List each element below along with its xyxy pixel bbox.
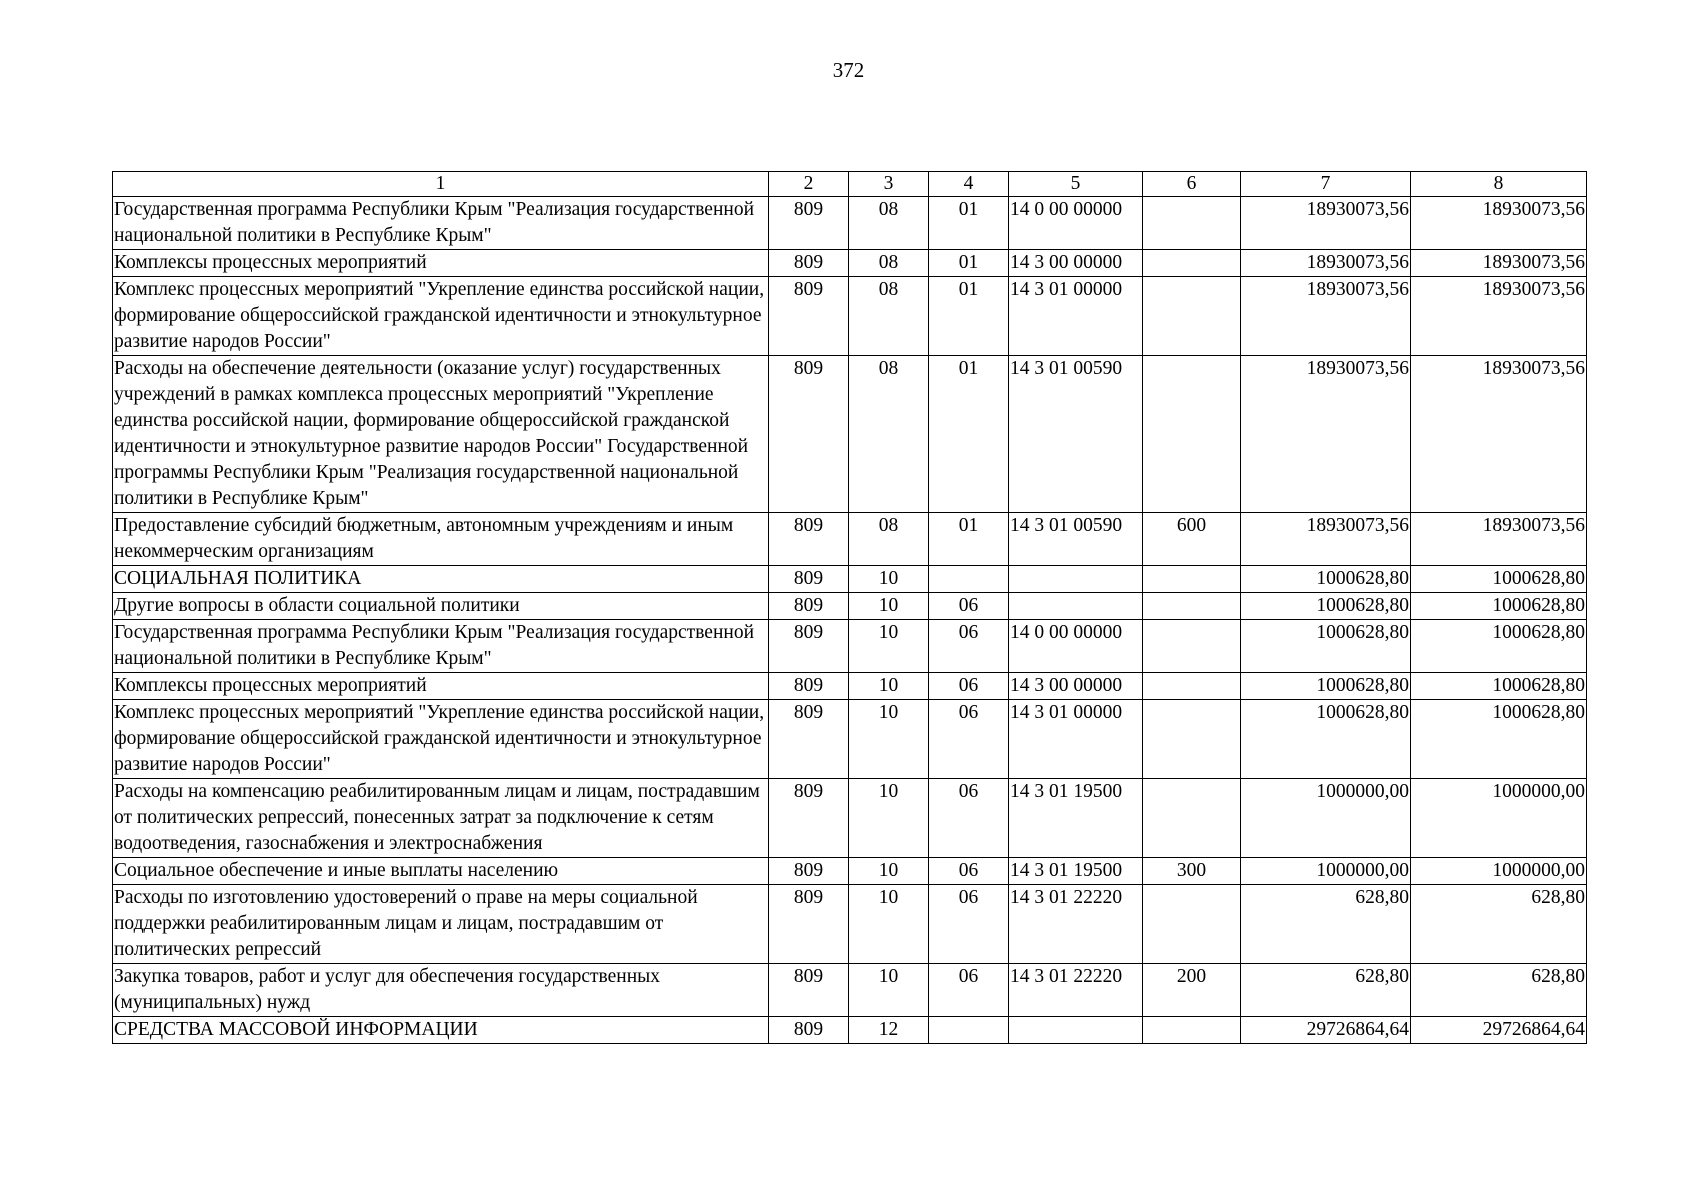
target-article-cell: [1009, 1017, 1143, 1044]
expense-type-cell: [1143, 1017, 1241, 1044]
amount-year1-cell: [1241, 620, 1411, 673]
section-code-cell: 10: [849, 566, 929, 593]
subsection-code-cell: 06: [929, 593, 1009, 620]
target-article-cell: 14 3 01 00000: [1009, 277, 1143, 356]
target-article-cell: 14 3 01 22220: [1009, 964, 1143, 1017]
table-body: [113, 197, 1587, 1044]
section-code-cell: 08: [849, 277, 929, 356]
target-article-cell: 14 3 00 00000: [1009, 673, 1143, 700]
item-name-cell: Расходы на обеспечение деятельности (оказание услуг) государственных учреждений в рамках комплекса процессных мероприятий "Укрепление единства российской нации, формирование общероссийской гражданской идентичности и этнокультурное развитие народов России" Государственной программы Республики Крым "Реализация государственной национальной политики в Республике Крым": [113, 356, 769, 513]
target-article-cell: 14 3 00 00000: [1009, 250, 1143, 277]
amount-value: 628,80: [1355, 887, 1409, 908]
table-row: [113, 250, 1587, 277]
section-code-cell: 10: [849, 858, 929, 885]
subsection-code-cell: 01: [929, 250, 1009, 277]
amount-value: 18930073,56: [1482, 358, 1585, 379]
expense-type-cell: [1143, 356, 1241, 513]
target-article-cell: 14 3 01 19500: [1009, 779, 1143, 858]
amount-year1-cell: [1241, 700, 1411, 779]
amount-value: 1000628,80: [1492, 675, 1585, 696]
amount-year1-cell: [1241, 593, 1411, 620]
item-name-cell: Расходы по изготовлению удостоверений о праве на меры социальной поддержки реабилитированным лицам и лицам, пострадавшим от политических репрессий: [113, 885, 769, 964]
section-code-cell: 10: [849, 620, 929, 673]
subsection-code-cell: 01: [929, 356, 1009, 513]
amount-year2-cell: [1411, 513, 1587, 566]
target-article-cell: [1009, 593, 1143, 620]
target-article-cell: 14 3 01 22220: [1009, 885, 1143, 964]
item-name-cell: СРЕДСТВА МАССОВОЙ ИНФОРМАЦИИ: [113, 1017, 769, 1044]
expense-type-cell: [1143, 277, 1241, 356]
item-name-cell: Расходы на компенсацию реабилитированным лицам и лицам, пострадавшим от политических репрессий, понесенных затрат за подключение к сетям водоотведения, газоснабжения и электроснабжения: [113, 779, 769, 858]
item-name-cell: Комплексы процессных мероприятий: [113, 673, 769, 700]
subsection-code-cell: 06: [929, 858, 1009, 885]
target-article-cell: 14 3 01 00000: [1009, 700, 1143, 779]
amount-value: 18930073,56: [1482, 279, 1585, 300]
amount-value: 18930073,56: [1306, 358, 1409, 379]
amount-year1-cell: [1241, 964, 1411, 1017]
header-cell: 5: [1009, 172, 1143, 197]
table-row: [113, 885, 1587, 964]
section-code-cell: 08: [849, 356, 929, 513]
ministry-code-cell: 809: [769, 356, 849, 513]
section-code-cell: 10: [849, 885, 929, 964]
table-header: [113, 172, 1587, 197]
amount-value: 1000628,80: [1492, 595, 1585, 616]
budget-table: [112, 171, 1587, 1044]
ministry-code-cell: 809: [769, 197, 849, 250]
expense-type-cell: 300: [1143, 858, 1241, 885]
item-name-cell: Предоставление субсидий бюджетным, автономным учреждениям и иным некоммерческим организациям: [113, 513, 769, 566]
amount-value: 1000000,00: [1492, 781, 1585, 802]
item-name-cell: СОЦИАЛЬНАЯ ПОЛИТИКА: [113, 566, 769, 593]
table-row: [113, 566, 1587, 593]
amount-value: 628,80: [1531, 966, 1585, 987]
amount-year2-cell: [1411, 858, 1587, 885]
section-code-cell: 08: [849, 513, 929, 566]
amount-year2-cell: [1411, 250, 1587, 277]
header-cell: 8: [1411, 172, 1587, 197]
amount-year1-cell: [1241, 673, 1411, 700]
amount-value: 29726864,64: [1482, 1019, 1585, 1040]
header-cell: 1: [113, 172, 769, 197]
amount-year2-cell: [1411, 356, 1587, 513]
amount-value: 1000628,80: [1492, 702, 1585, 723]
section-code-cell: 10: [849, 964, 929, 1017]
target-article-cell: 14 3 01 00590: [1009, 513, 1143, 566]
item-name-cell: Социальное обеспечение и иные выплаты населению: [113, 858, 769, 885]
expense-type-cell: 600: [1143, 513, 1241, 566]
amount-year1-cell: [1241, 513, 1411, 566]
target-article-cell: 14 0 00 00000: [1009, 620, 1143, 673]
amount-year2-cell: [1411, 277, 1587, 356]
amount-value: 18930073,56: [1482, 252, 1585, 273]
amount-year2-cell: [1411, 566, 1587, 593]
subsection-code-cell: 06: [929, 885, 1009, 964]
header-cell: 2: [769, 172, 849, 197]
amount-value: 1000000,00: [1492, 860, 1585, 881]
amount-value: 18930073,56: [1306, 515, 1409, 536]
amount-value: 18930073,56: [1306, 252, 1409, 273]
target-article-cell: 14 0 00 00000: [1009, 197, 1143, 250]
subsection-code-cell: 01: [929, 197, 1009, 250]
table-row: [113, 513, 1587, 566]
table-row: [113, 356, 1587, 513]
item-name-cell: Государственная программа Республики Крым "Реализация государственной национальной политики в Республике Крым": [113, 620, 769, 673]
amount-year1-cell: [1241, 779, 1411, 858]
page-number: 372: [832, 58, 865, 82]
subsection-code-cell: 06: [929, 779, 1009, 858]
section-code-cell: 10: [849, 673, 929, 700]
amount-value: 1000628,80: [1316, 595, 1409, 616]
amount-value: 18930073,56: [1306, 279, 1409, 300]
amount-year2-cell: [1411, 620, 1587, 673]
amount-year1-cell: [1241, 858, 1411, 885]
ministry-code-cell: 809: [769, 566, 849, 593]
amount-value: 628,80: [1531, 887, 1585, 908]
table-row: [113, 700, 1587, 779]
expense-type-cell: [1143, 250, 1241, 277]
subsection-code-cell: [929, 566, 1009, 593]
target-article-cell: 14 3 01 19500: [1009, 858, 1143, 885]
table-row: [113, 620, 1587, 673]
subsection-code-cell: [929, 1017, 1009, 1044]
target-article-cell: 14 3 01 00590: [1009, 356, 1143, 513]
amount-year1-cell: [1241, 356, 1411, 513]
section-code-cell: 10: [849, 700, 929, 779]
ministry-code-cell: 809: [769, 858, 849, 885]
amount-year1-cell: [1241, 277, 1411, 356]
ministry-code-cell: 809: [769, 593, 849, 620]
amount-value: 628,80: [1355, 966, 1409, 987]
amount-year2-cell: [1411, 593, 1587, 620]
table-row: [113, 964, 1587, 1017]
section-code-cell: 08: [849, 197, 929, 250]
table-row: [113, 858, 1587, 885]
section-code-cell: 12: [849, 1017, 929, 1044]
expense-type-cell: [1143, 779, 1241, 858]
amount-year2-cell: [1411, 885, 1587, 964]
section-code-cell: 08: [849, 250, 929, 277]
ministry-code-cell: 809: [769, 513, 849, 566]
expense-type-cell: [1143, 620, 1241, 673]
table-row: [113, 673, 1587, 700]
expense-type-cell: [1143, 885, 1241, 964]
header-cell: 6: [1143, 172, 1241, 197]
ministry-code-cell: 809: [769, 250, 849, 277]
ministry-code-cell: 809: [769, 673, 849, 700]
ministry-code-cell: 809: [769, 885, 849, 964]
ministry-code-cell: 809: [769, 964, 849, 1017]
section-code-cell: 10: [849, 593, 929, 620]
item-name-cell: Другие вопросы в области социальной политики: [113, 593, 769, 620]
item-name-cell: Комплекс процессных мероприятий "Укрепление единства российской нации, формирование общероссийской гражданской идентичности и этнокультурное развитие народов России": [113, 700, 769, 779]
item-name-cell: Комплексы процессных мероприятий: [113, 250, 769, 277]
subsection-code-cell: 01: [929, 277, 1009, 356]
header-cell: 4: [929, 172, 1009, 197]
ministry-code-cell: 809: [769, 277, 849, 356]
table-row: [113, 277, 1587, 356]
amount-year2-cell: [1411, 700, 1587, 779]
table-row: [113, 593, 1587, 620]
amount-year1-cell: [1241, 566, 1411, 593]
amount-year1-cell: [1241, 885, 1411, 964]
amount-year1-cell: [1241, 1017, 1411, 1044]
ministry-code-cell: 809: [769, 620, 849, 673]
item-name-cell: Комплекс процессных мероприятий "Укрепление единства российской нации, формирование общероссийской гражданской идентичности и этнокультурное развитие народов России": [113, 277, 769, 356]
section-code-cell: 10: [849, 779, 929, 858]
subsection-code-cell: 01: [929, 513, 1009, 566]
expense-type-cell: 200: [1143, 964, 1241, 1017]
amount-year2-cell: [1411, 197, 1587, 250]
amount-value: 1000628,80: [1492, 568, 1585, 589]
amount-value: 18930073,56: [1306, 199, 1409, 220]
amount-value: 1000628,80: [1316, 675, 1409, 696]
table-row: [113, 197, 1587, 250]
header-row: [113, 172, 1587, 197]
amount-value: 1000628,80: [1316, 568, 1409, 589]
subsection-code-cell: 06: [929, 964, 1009, 1017]
amount-value: 1000628,80: [1492, 622, 1585, 643]
item-name-cell: Закупка товаров, работ и услуг для обеспечения государственных (муниципальных) нужд: [113, 964, 769, 1017]
expense-type-cell: [1143, 700, 1241, 779]
target-article-cell: [1009, 566, 1143, 593]
amount-value: 18930073,56: [1482, 515, 1585, 536]
header-cell: 3: [849, 172, 929, 197]
ministry-code-cell: 809: [769, 779, 849, 858]
subsection-code-cell: 06: [929, 673, 1009, 700]
item-name-cell: Государственная программа Республики Крым "Реализация государственной национальной политики в Республике Крым": [113, 197, 769, 250]
expense-type-cell: [1143, 593, 1241, 620]
subsection-code-cell: 06: [929, 700, 1009, 779]
table-row: [113, 1017, 1587, 1044]
amount-value: 1000628,80: [1316, 622, 1409, 643]
ministry-code-cell: 809: [769, 1017, 849, 1044]
amount-value: 29726864,64: [1306, 1019, 1409, 1040]
amount-value: 1000000,00: [1316, 781, 1409, 802]
amount-value: 1000000,00: [1316, 860, 1409, 881]
amount-year2-cell: [1411, 1017, 1587, 1044]
expense-type-cell: [1143, 197, 1241, 250]
header-cell: 7: [1241, 172, 1411, 197]
table-row: [113, 779, 1587, 858]
amount-year1-cell: [1241, 250, 1411, 277]
amount-value: 1000628,80: [1316, 702, 1409, 723]
amount-year2-cell: [1411, 673, 1587, 700]
ministry-code-cell: 809: [769, 700, 849, 779]
subsection-code-cell: 06: [929, 620, 1009, 673]
amount-value: 18930073,56: [1482, 199, 1585, 220]
amount-year2-cell: [1411, 779, 1587, 858]
amount-year1-cell: [1241, 197, 1411, 250]
expense-type-cell: [1143, 673, 1241, 700]
expense-type-cell: [1143, 566, 1241, 593]
amount-year2-cell: [1411, 964, 1587, 1017]
